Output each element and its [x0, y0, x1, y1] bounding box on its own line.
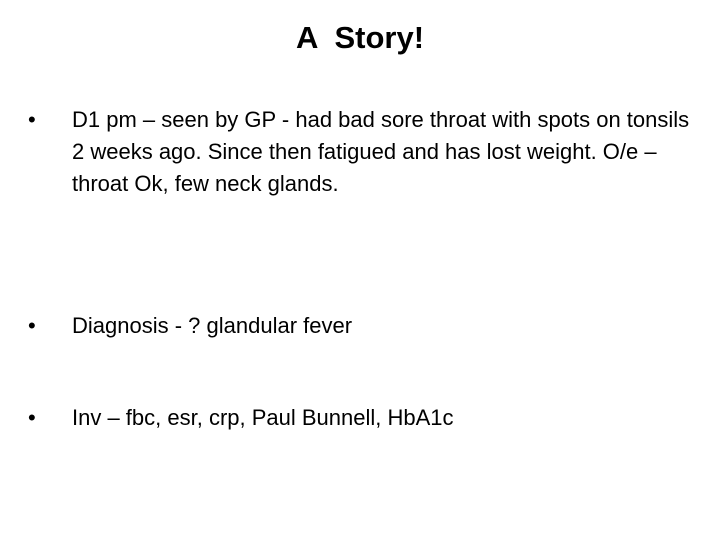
bullet-marker: •: [28, 107, 36, 132]
bullet-item-story: [28, 104, 690, 200]
slide-title: A Story!: [295, 20, 425, 55]
bullet-text: Diagnosis - ? glandular fever: [72, 313, 353, 338]
bullet-marker: •: [28, 313, 36, 338]
bullet-text: Inv – fbc, esr, crp, Paul Bunnell, HbA1c: [72, 405, 454, 430]
bullet-item-investigations: [28, 402, 690, 434]
bullet-marker: •: [28, 405, 36, 430]
bullet-item-diagnosis: [28, 310, 690, 342]
bullet-text: D1 pm – seen by GP - had bad sore throat with spots on tonsils 2 weeks ago. Since then fatigued and has lost weight. O/e – throat Ok, few neck glands.: [72, 107, 690, 196]
